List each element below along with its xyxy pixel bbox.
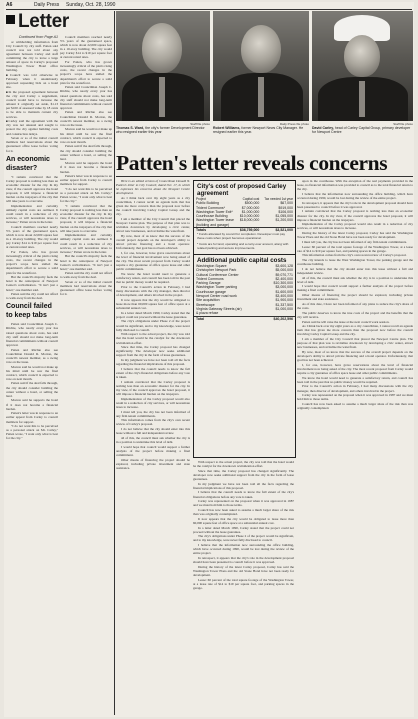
main-column-1 xyxy=(116,179,190,715)
article-paragraph: I must tell you, the city has not been informed of any firm tenant commitments. xyxy=(302,239,407,244)
cell: Totals xyxy=(194,228,237,233)
additional-cost-table xyxy=(194,264,295,321)
article-paragraph: This information comes from the city's own recent review of Carley's proposal. xyxy=(302,253,407,258)
article-paragraph: Since that time, the Carley proposal has changed significantly. The developer now seeks additional support from the city in the form of lease guarantees. xyxy=(193,468,294,481)
article-paragraph: By now, most of us know that the success of the overall project depends on the developer's ability to attract private financing and a hotel operator. Unfortunately, that goal has not been achieved. xyxy=(297,349,413,363)
caption-text: head of Carley Capital Group, primary developer for Newport Centre xyxy=(312,126,411,135)
letter-paragraph: Implementation and certainly unlikely capital costs are outlined. It could result in a reduction of city services, or will necessitate taxes to increase," Patten wrote in the letter. xyxy=(6,203,58,225)
letter-paragraph: Patten and Ritchie also see Councilman Donald R. Morton, the council's newest member, as a swing vote on the issue. xyxy=(60,110,112,127)
article-paragraph: Council has now been asked to assume a much larger share of the risk than was originally contemplated. xyxy=(297,402,413,411)
cell: Trident Commons* xyxy=(196,205,226,210)
cell: $10,300,000 xyxy=(273,281,293,286)
photo-david-carley xyxy=(312,11,413,121)
article-paragraph: I, for one, however, have grave reservations about the level of financial involvement now being asked of the city. The most recent proposal from Carley would require a city guarantee of office space lease and other public commitments. xyxy=(116,250,190,272)
cell: Parking Garage xyxy=(196,281,221,286)
article-paragraph: As I think back over my eight years as a city councilman, I cannot recall an agenda item that has given me more concern than the proposal now before the council involving Carley Capital Group and the city. xyxy=(116,195,190,217)
letter-paragraph: For Patten, who has grown increasingly critical of the plan's rising costs, the recent changes in the project's scope have stalled the department's effort to secure a solid plan for the waterfront. xyxy=(6,250,58,275)
article-paragraph: It now appears that the city would be obligated to lease more than 60,000 square feet of office space at a substantial annual cost. xyxy=(116,297,190,310)
article-paragraph: I would hope that council would support a further analysis of the project before making a final commitment. xyxy=(297,284,413,293)
article-paragraph: I must tell you, the city has not been informed of any firm tenant commitments. xyxy=(116,409,190,418)
letter-paragraph: Patten said Councilman Joseph C. Ritchie, who nearly every year has raised questions about costs, has said city staff should not make long-term financial commitments without council approval. xyxy=(6,322,58,347)
article-paragraph: In retrospect, it appears that the city's role in the development proposal should have been presented to council before it was approved. xyxy=(297,200,413,209)
col-header: Capital cost xyxy=(242,197,260,201)
letter-paragraph: For Patten, who has grown increasingly critical of the plan's rising costs, the recent changes in the project's scope have stalled the department's effort to secure a solid plan for the waterfront. xyxy=(60,60,112,85)
article-paragraph: Implementation of the Carley proposal would also result in a reduction of city services, or will necessitate taxes to increase. xyxy=(297,222,413,231)
continued-line: Continued from Page A1 xyxy=(18,35,58,39)
caption-name: Thomas S. Ward, xyxy=(116,126,145,130)
article-paragraph: The city's obligations under Phase 2 of the project would be significant, and to my knowledge, were never fully disclosed to council. xyxy=(193,534,294,543)
article-paragraph: I remain convinced that the Carley proposal is nothing less than an economic disaster for the city. In my view, if the council approves the hotel proposal, it will impose a financial burden on the taxpayers. xyxy=(297,209,413,222)
letter-paragraph: Patten said Councilman Joseph C. Ritchie, who nearly every year has raised questions about costs, has said city staff should not make long-term financial commitments without council approval. xyxy=(60,85,112,110)
article-paragraph: In my judgment we have not been told all the facts regarding the financial implications of this proposal. xyxy=(116,358,190,367)
article-paragraph: We know the hotel would need to generate a satisfactory return, and council has been told in the past that no public money would be required. xyxy=(297,375,413,384)
cell: Washington Tower Exit* xyxy=(196,209,233,214)
cell: Courthouse garage xyxy=(196,289,226,294)
cell: Virginia Gateway Streets (air) xyxy=(196,306,242,311)
cell: $500,000 xyxy=(244,201,260,206)
photo-credit: Daily Press file photo xyxy=(279,122,309,126)
main-column-3 xyxy=(297,179,413,715)
article-paragraph: I do not believe that the city should enter into this lease without a full and independent review. xyxy=(116,427,190,436)
table-total-row xyxy=(194,316,295,321)
letter-paragraph: "I remain convinced that the Carley proposal is nothing less than an economic disaster for the city. In my view, if the council approves the hotel proposal, it will impose a financial burden on the taxpayers of the city that will take years to overcome. xyxy=(6,174,58,204)
letter-paragraph: Morton said he supports the hotel if it does not become a financial burden. xyxy=(60,161,112,174)
article-paragraph: Prior to the Council's action in February, I had many discussions with the city manager, then director of development, and others involved in the project. xyxy=(116,284,190,298)
cell: $1,900,000 xyxy=(275,298,293,303)
article-paragraph: all of this, the council must ask whether the city is in a position to undertake this level of debt. xyxy=(116,435,190,444)
cell: Total xyxy=(194,316,263,321)
cell: Public Building xyxy=(196,201,219,206)
letter-paragraph: Council members reached nearly 5% years of the guaranteed space, which is now about 22,000 square feet in a 10-story building. The city would pay Carley $14 to $19 per square foot at current rental rates. xyxy=(60,35,112,60)
article-paragraph: Carley was represented on the proposal when it was approved in 1987 and we must hold him to those terms. xyxy=(193,499,294,508)
cell: (building and garage) xyxy=(196,222,230,227)
article-paragraph: In retrospect, it appears that the city's role in the development proposal should have been presented to council before it was approved. xyxy=(193,556,294,565)
table-note: * Funds allocated by council for completion. Developer must pay these costs when project becomes operational. xyxy=(197,232,286,241)
cell: $1,055,000 xyxy=(275,214,293,219)
cell: Site acquisition xyxy=(196,298,220,303)
cost-table-box xyxy=(193,180,296,458)
article-paragraph: In my judgment we have not been told all the facts regarding the financial implications of this proposal. xyxy=(193,481,294,490)
letter-paragraph: "I remain convinced that the Carley proposal is nothing less than an economic disaster for the city. In my view, if the council approves the hotel proposal, it will impose a financial burden on the taxpayers of the city that will take years to overcome. xyxy=(60,204,112,233)
letter-paragraph: Seven or so of the initial council members had reservations about the guaranteed office lease before voting for it. xyxy=(60,280,112,297)
article-paragraph: Lease: 60 percent of the total square footage of the Washington Tower, at a lease rate of $14 to $19 per square foot, and parking spaces in the garage. xyxy=(297,244,413,253)
article-paragraph: Other means of financing the project should be explored, including private investment and state assistance. xyxy=(297,293,413,302)
article-paragraph: Other means of financing the project should be explored, including private investment and state assistance. xyxy=(116,457,190,470)
caption-name: Robert Williams, xyxy=(213,126,241,130)
cell: Washington Tower lease xyxy=(196,218,234,223)
heading-square-icon xyxy=(6,15,15,24)
newspaper-page xyxy=(4,2,414,717)
article-paragraph: I remain convinced that the Carley proposal is nothing less than an economic disaster for the city. In my view, if the council approves the hotel proposal, it will impose a financial burden on the taxpayers. xyxy=(116,379,190,396)
cell: & plaza refuse xyxy=(196,311,219,316)
article-paragraph: I do not believe that the city should enter into this lease without a full and independent review. xyxy=(297,266,413,275)
article-paragraph: I believe that the information now surrounding the office building, which have occurred during 1990, would be lost during the review of the entire project. xyxy=(297,191,413,200)
cell: $3,600,128 xyxy=(275,264,293,268)
article-paragraph: The city's obligations under Phase 2 of the project would be significant, and to my knowledge, were never fully disclosed to council. xyxy=(116,319,190,332)
photo-credit: Staff file photo xyxy=(393,122,413,126)
letter-paragraph: Seven or so of the initial council members had reservations about the guaranteed office lease before voting for it. xyxy=(6,136,58,153)
cell: $1,000,000 xyxy=(275,306,293,311)
article-paragraph: upon in the courthouse. With the exception of the real payments provided in the lease, no financial information was provided to council as to the total financial return to the city. xyxy=(297,179,413,192)
letter-paragraph: ■ In the proposed agreement between the city and Carley a supplement, council would have to increase the amount it originally set aside, $1.13 per $100 of assessed value by 18 cents to be able to maintain current city services. xyxy=(6,90,58,119)
article-paragraph: With respect to the actual project, the city was told that the hotel would be the catalyst for the downtown revitalization effort. xyxy=(116,332,190,345)
article-paragraph: The city intends to lease the West Washington Tower, the parking garage and the courthouse building. xyxy=(297,258,413,267)
letter-paragraph: Patten's letter was in response to an earlier appeal from Carley to council members for support. xyxy=(60,174,112,187)
letter-paragraph: "I do not want this to be perceived as a personal attack on Mr. Carley," Patten wrote, "I want only what is best for the city." xyxy=(60,187,112,204)
subhead-economic-disaster: An economic disaster? xyxy=(6,155,50,172)
photo-caption-williams xyxy=(213,126,309,148)
cell: $106,000 xyxy=(278,209,293,214)
article-paragraph: Prior to the Council's action in February, I had many discussions with the city manager, then director of development, and others involved in the project. xyxy=(297,384,413,393)
article-paragraph: I would hope that council would support a further analysis of the project before making a final commitment. xyxy=(116,444,190,457)
letter-paragraph: Council members reached nearly 5% years of the guaranteed space, which is now about 22,000 square feet in a 10-story building. The city would pay Carley $14 to $19 per square foot at current rental rates. xyxy=(6,224,58,250)
letter-paragraph: Morton said he would not make up his mind until he saw the final contract, which council is expected to vote on next month. xyxy=(60,127,112,144)
col-header: Project xyxy=(196,197,206,201)
cell: Newport Center road work xyxy=(196,294,237,299)
article-paragraph: In a letter dated March 1990, Carley stated that the project could not proceed without the lease guarantee. xyxy=(116,310,190,319)
photo-caption-ward xyxy=(116,126,210,148)
article-paragraph: I am a member of the City Council that placed the Newport Centre plan. The purpose of that plan was to revitalize downtown by developing a civic center, attract new businesses, and revitalize the waterfront. xyxy=(297,337,413,350)
article-paragraph: As I think back over my eight years as a city councilman, I cannot recall an agenda item that has given me more concern than the proposal now before the council involving Carley Capital Group and the city. xyxy=(297,324,413,337)
cell: $3,000,000 xyxy=(275,285,293,290)
cell: $5,000,000 xyxy=(275,268,293,273)
cell: $1,600,000 xyxy=(275,289,293,294)
letter-paragraph: Morton said he would not make up his mind until he saw the final contract, which council is expected to vote on next month. xyxy=(6,364,58,381)
photo-credit: Staff file photo xyxy=(190,122,210,126)
letter-paragraph: ■ Carley said the agreement with the city was not unusual and sought to protect the city against building costs and construction delays. xyxy=(6,119,58,135)
table-row xyxy=(194,201,295,205)
cell: $2,400,000 xyxy=(275,276,293,281)
article-paragraph: The public deserves to know the true costs of the project and the benefits that the city will receive. xyxy=(297,310,413,319)
main-column-2 xyxy=(193,460,294,715)
letter-paragraph: Patten said if the deal falls through, the city should consider building the center without a hotel, or selling the land. xyxy=(6,381,58,398)
cell: Streetscape xyxy=(196,302,215,307)
cell: Christopher Newport Park xyxy=(196,268,237,273)
article-paragraph: I believe that the council needs to know the full extent of the city's financial obligations before any vote is taken. xyxy=(193,490,294,499)
photo-robert-williams xyxy=(213,11,309,121)
cell: Courthouse Building xyxy=(196,214,228,219)
letter-heading xyxy=(6,11,112,33)
letter-paragraph: But the council's majority feels the hotel is the centerpiece of Newport Center's revitalization. "It isn't just a hotel," one member said. xyxy=(6,275,58,292)
photo-thomas-ward xyxy=(116,11,210,121)
article-paragraph: By now, most of us know that the success of the overall project depends on the developer's ability to attract private financing and a hotel operator. Unfortunately, that goal has not been achieved. xyxy=(116,234,190,251)
cell: Washington Tower parking xyxy=(196,285,238,290)
letter-paragraph: "I do not want this to be perceived as a personal attack on Mr. Carley," Patten wrote, "I want only what is best for the city." xyxy=(6,424,58,441)
letter-paragraph: Morton said he supports the hotel if it does not become a financial burden. xyxy=(6,398,58,411)
cell: $36,759,000 xyxy=(237,228,261,233)
letter-paragraph: Patten's letter was in response to an earlier appeal from Carley to council members for support. xyxy=(6,411,58,424)
issue-date: Sunday, Oct. 28, 1990 xyxy=(66,2,116,8)
letter-column-2 xyxy=(60,35,112,713)
column-rule xyxy=(114,11,115,715)
article-paragraph: In a letter dated March 1990, Carley stated that the project could not proceed without the lease guarantee. xyxy=(193,525,294,534)
main-headline: Patten's letter reveals concerns xyxy=(116,151,388,175)
cell: $9,070,771 xyxy=(275,272,293,277)
page-folio xyxy=(6,2,412,10)
cell: $3,400,000 xyxy=(275,294,293,299)
article-paragraph: Council has now been asked to assume a much larger share of the risk than was originally contemplated. xyxy=(193,508,294,517)
cell: $1,200,000 xyxy=(275,218,293,223)
letter-paragraph: Patten said if the deal falls through, the city should consider building the center without a hotel, or selling the land. xyxy=(60,144,112,161)
article-paragraph: Patten said he will raise the issue at the next council work session. xyxy=(302,319,390,324)
cell: Trident Commons xyxy=(196,276,224,281)
article-paragraph: I believe that the information now surrounding the office building, which have occurred during 1990, would be lost during the review of the entire project. xyxy=(193,543,294,556)
letter-paragraph: Implementation and certainly unlikely capital costs are outlined. It could result in a reduction of city services, or will necessitate taxes to increase," Patten wrote in the letter. xyxy=(60,233,112,254)
cell: $1,000,000 xyxy=(241,209,260,214)
cell: $1,337,500 xyxy=(275,302,293,307)
letter-paragraph: Patten said the city could not afford to walk away from the deal. xyxy=(60,271,112,280)
caption-text: the city's former Development Director who resigned earlier this year xyxy=(116,126,205,135)
cell: Cultural Conference Center xyxy=(196,272,239,277)
article-paragraph: I, for one, however, have grave reservations about the level of financial involvement now being asked of the city. The most recent proposal from Carley would require a city guarantee of office space lease and other public commitments. xyxy=(297,362,413,375)
subhead-council-failed: Council failed to keep tabs xyxy=(6,303,52,320)
cell: $919,000 xyxy=(278,205,293,210)
caption-text: former Newport News City Manager. He resigned earlier this year. xyxy=(213,126,304,135)
editor-note: Here is an edited version of Councilman Donald N. Patten's letter to City Council, dated Oct. 17, in which he expresses his concerns about the Newport Centre development. xyxy=(116,179,190,196)
letter-paragraph: or withholding information from City Council by city staff. Patten said council was not told about any agreement between Carley and staff committing the city to leave a large amount of space in Carley's proposed Washington Tower Hotel office building. xyxy=(6,39,58,73)
article-paragraph: Lease: 60 percent of the total square footage of the Washington Tower, at a lease rate of $14 to $19 per square foot, and parking spaces in the garage. xyxy=(193,577,294,590)
cost-table xyxy=(194,197,295,232)
article-paragraph: I believe that the council needs to know the full extent of the city's financial obligations before any vote is taken. xyxy=(116,366,190,380)
article-paragraph: This information comes from the city's own recent review of Carley's proposal. xyxy=(116,418,190,427)
article-paragraph: As of this date, I have not been informed of any plans to reduce the city's share of the costs. xyxy=(297,301,413,311)
letter-paragraph: Patten and Ritchie also see Councilman Donald R. Morton, the council's newest member, as a swing vote on the issue. xyxy=(6,347,58,364)
headline-rule xyxy=(116,176,413,177)
cell: $7,000,000 xyxy=(241,205,260,210)
col-header: Tax needed 1st year xyxy=(264,197,293,201)
article-paragraph: Implementation of the Carley proposal would also result in a reduction of city services, or will necessitate taxes to increase. xyxy=(116,396,190,409)
paper-name: Daily Press xyxy=(34,2,60,8)
letter-column-1 xyxy=(6,35,58,713)
article-paragraph: all of this, the council must ask whether the city is in a position to undertake this level of debt. xyxy=(297,275,413,284)
cell: Washington Square xyxy=(196,264,227,268)
letter-paragraph: Patten said the city could not afford to walk away from the deal. xyxy=(6,292,58,301)
table-subtitle: Additional public capital costs xyxy=(197,257,287,264)
table-title: City's cost of proposed Carley agreement xyxy=(197,183,287,197)
letter-paragraph: But the council's majority feels the hotel is the centerpiece of Newport Center's revitalization. "It isn't just a hotel," one member said. xyxy=(60,254,112,271)
table-note: * Costs are for land, operating and a carry-over amount, along with related parking and access improvements. xyxy=(197,242,289,251)
caption-name: David Carley, xyxy=(312,126,334,130)
article-paragraph: I am a member of the City Council that placed the Newport Centre plan. The purpose of that plan was to revitalize downtown by developing a civic center, attract new businesses, and revitalize the waterfront. xyxy=(116,217,190,234)
cell: $18,000,000 xyxy=(239,218,260,223)
article-paragraph: During the history of the latest Carley proposal, Carley has said the Washington Tower Plaza and the old Stone Hotel have not been ready for development. xyxy=(297,231,413,240)
letter-paragraph: ■ Council was told otherwise in February when it unanimously approved requesting bids on a hotel site. xyxy=(6,73,58,89)
cell: $40,202,596 xyxy=(263,316,295,321)
article-paragraph: It now appears that the city would be obligated to lease more than 60,000 square feet of office space at a substantial annual cost. xyxy=(193,516,294,525)
article-paragraph: With respect to the actual project, the city was told that the hotel would be the catalyst for the downtown revitalization effort. xyxy=(193,460,294,469)
article-paragraph: We know the hotel would need to generate a satisfactory return, and council has been told in the past that no public money would be required. xyxy=(116,272,190,285)
article-paragraph: During the history of the latest Carley proposal, Carley has said the Washington Tower Plaza and the old Stone Hotel have not been ready for development. xyxy=(193,564,294,577)
page-number: A6 xyxy=(6,2,13,8)
cell: $67,000 xyxy=(280,201,293,206)
cell: $10,000,000 xyxy=(239,214,260,219)
article-paragraph: Since that time, the Carley proposal has changed significantly. The developer now seeks additional support from the city in the form of lease guarantees. xyxy=(116,345,190,358)
cell: $3,521,000 xyxy=(261,228,295,233)
letter-heading-text: Letter xyxy=(18,11,69,32)
article-paragraph: Carley was represented on the proposal when it was approved in 1987 and we must hold him to those terms. xyxy=(297,393,413,402)
photo-caption-carley xyxy=(312,126,413,148)
